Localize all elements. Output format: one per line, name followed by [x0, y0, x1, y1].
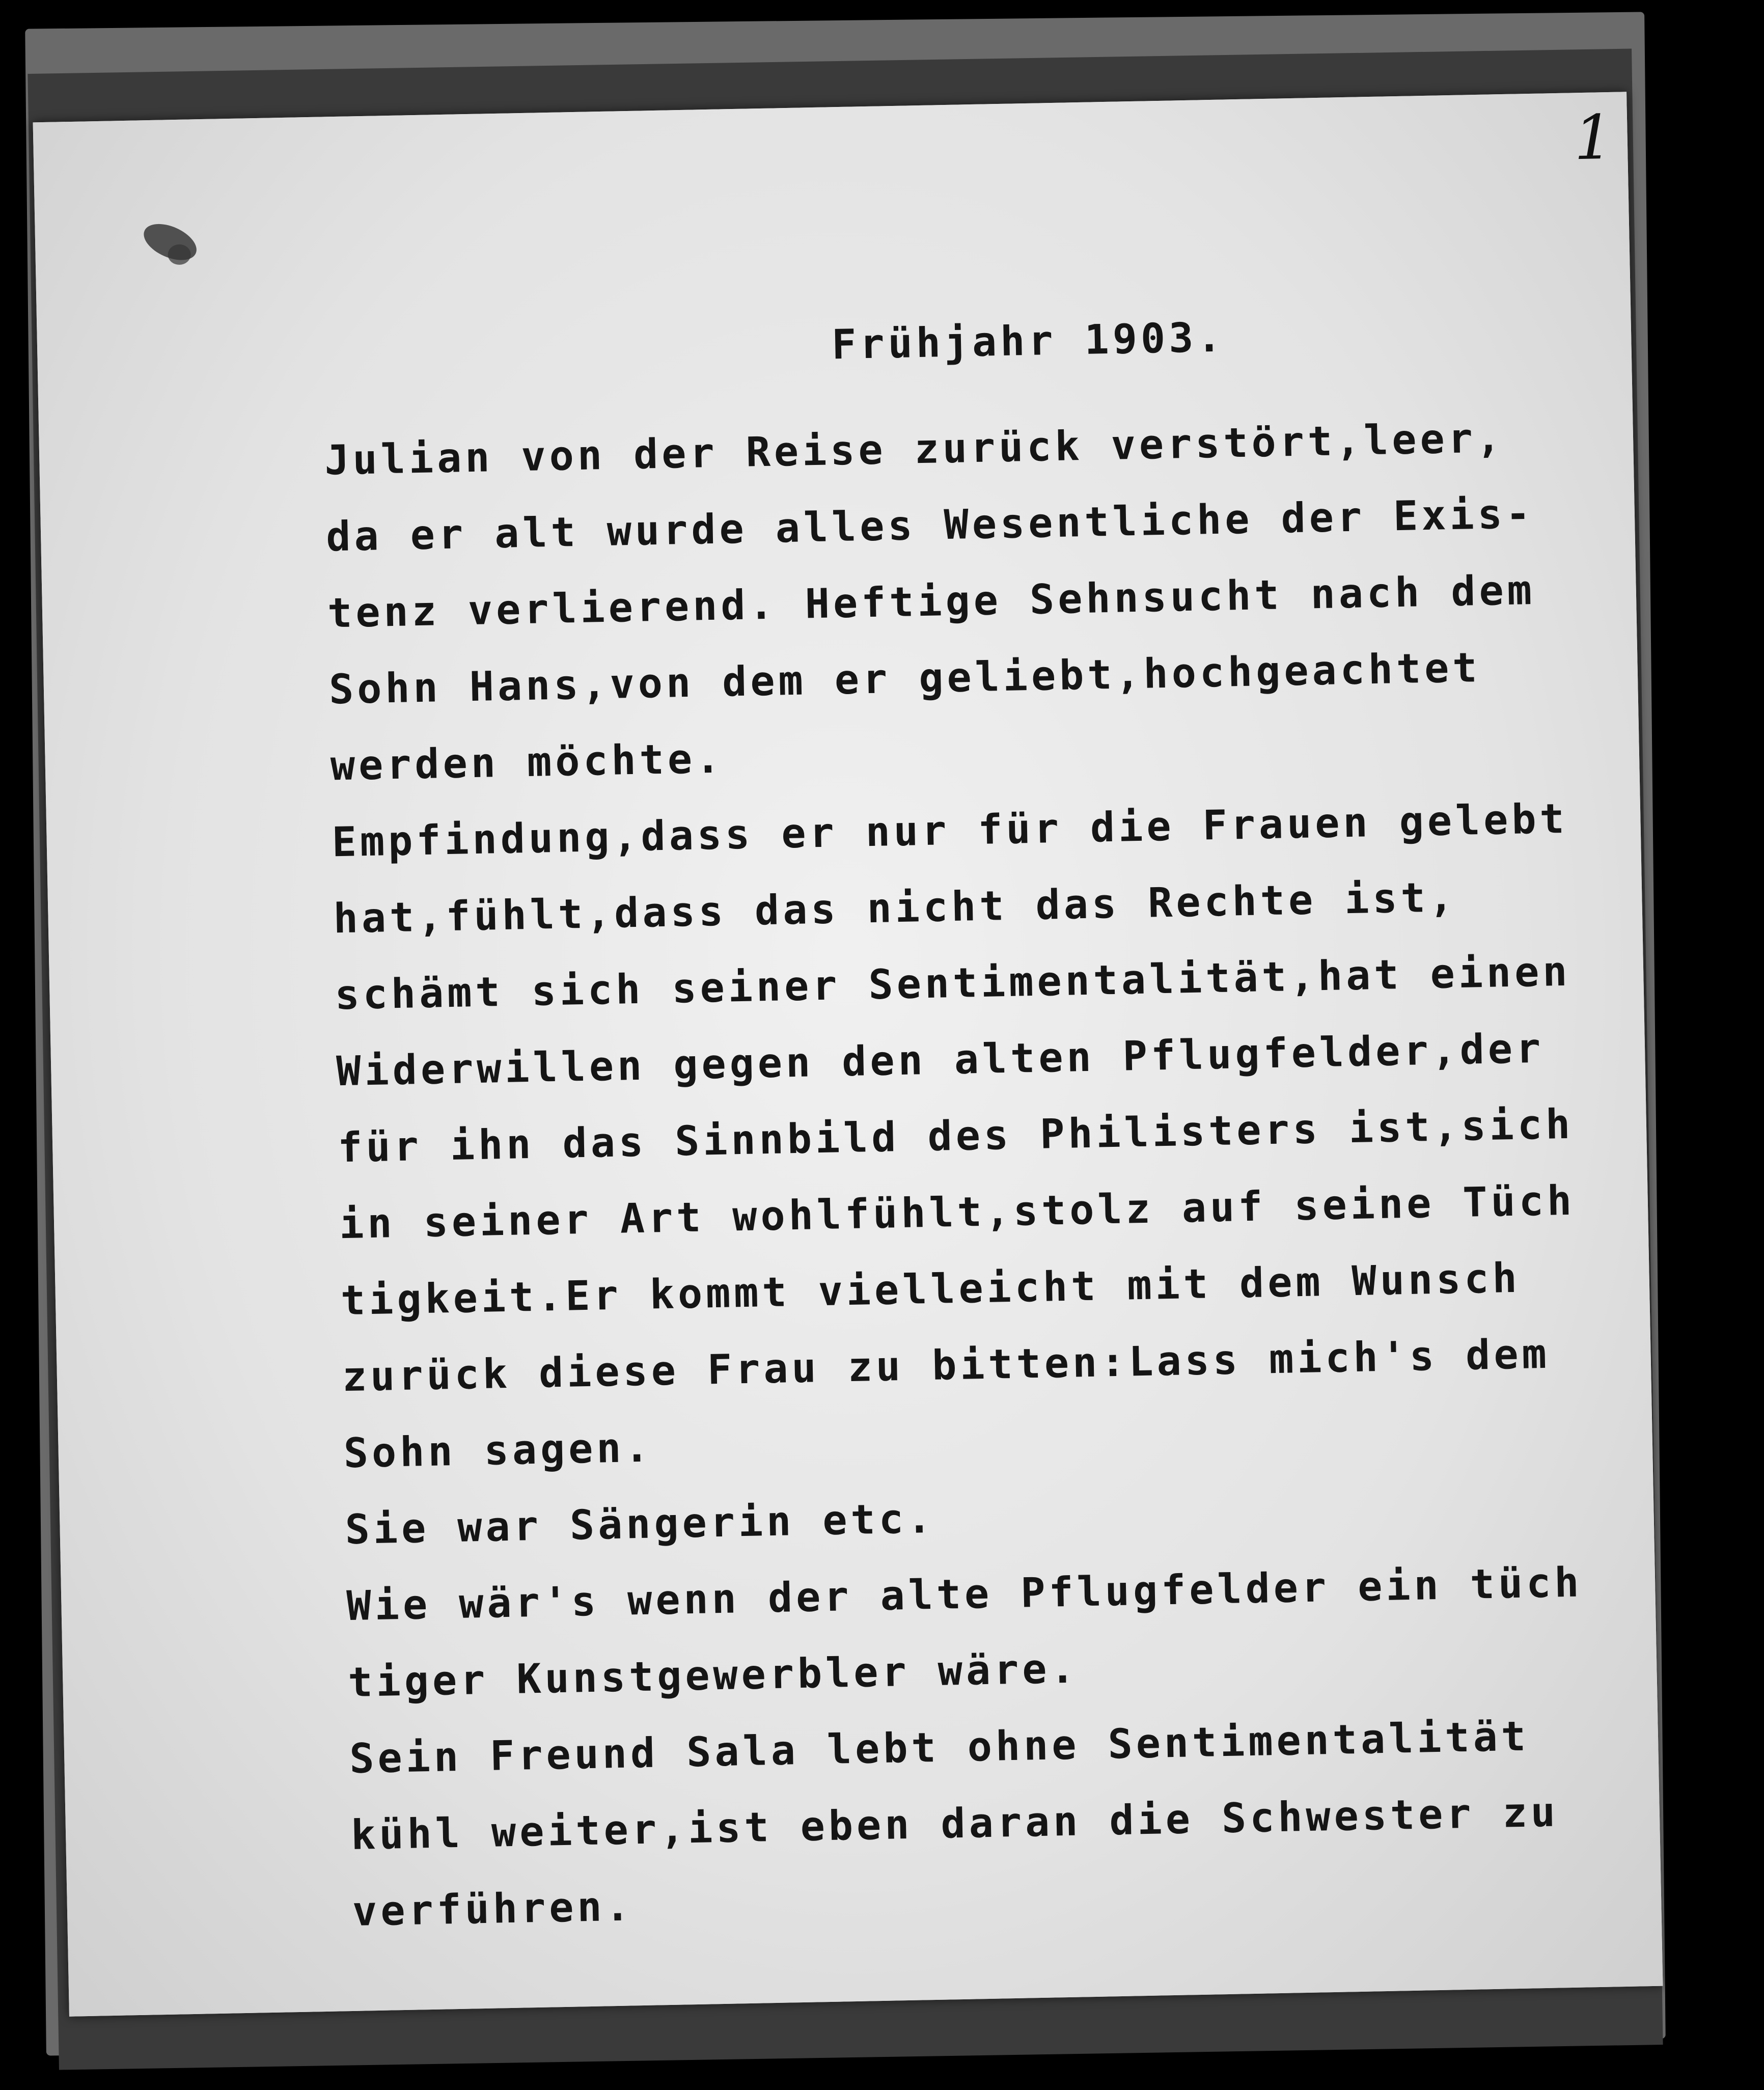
ink-smudge-small [168, 244, 191, 265]
text-line: kühl weiter,ist eben daran die Schwester zu [350, 1788, 1559, 1859]
text-line: Sein Freund Sala lebt ohne Sentimentalität [349, 1712, 1530, 1783]
page-number: 1 [1573, 102, 1614, 174]
text-line: Wie wär's wenn der alte Pflugfelder ein tüch [346, 1558, 1583, 1630]
text-line: da er alt wurde alles Wesentliche der Exis- [325, 489, 1534, 561]
text-line: Julian von der Reise zurück verstört,leer, [324, 414, 1505, 484]
text-line: für ihn das Sinnbild des Philisters ist,sich [337, 1100, 1575, 1172]
text-line: Empfindung,dass er nur für die Frauen gelebt [331, 794, 1568, 866]
text-line: Widerwillen gegen den alten Pflugfelder,der [336, 1024, 1545, 1095]
text-line: Sie war Sängerin etc. [344, 1494, 935, 1554]
text-line: in seiner Art wohlfühlt,stolz auf seine Tüch [339, 1176, 1576, 1248]
text-line: schämt sich seiner Sentimentalität,hat einen [334, 947, 1572, 1019]
text-line: tigkeit.Er kommt vielleicht mit dem Wunsch [340, 1254, 1521, 1325]
text-line: tiger Kunstgewerbler wäre. [347, 1644, 1079, 1707]
typewritten-page [33, 92, 1663, 2016]
text-line: werden möchte. [330, 734, 724, 790]
text-line: Sohn Hans,von dem er geliebt,hochgeachtet [328, 644, 1481, 713]
text-line: hat,fühlt,dass das nicht das Rechte ist, [333, 873, 1457, 943]
date-heading: Frühjahr 1903. [831, 313, 1226, 369]
text-line: Sohn sagen. [343, 1423, 653, 1477]
body-text [324, 398, 1601, 1949]
text-line: tenz verlierend. Heftige Sehnsucht nach dem [327, 566, 1536, 637]
text-line: zurück diese Frau zu bitten:Lass mich's dem [342, 1330, 1551, 1401]
text-line: verführen. [352, 1882, 634, 1935]
